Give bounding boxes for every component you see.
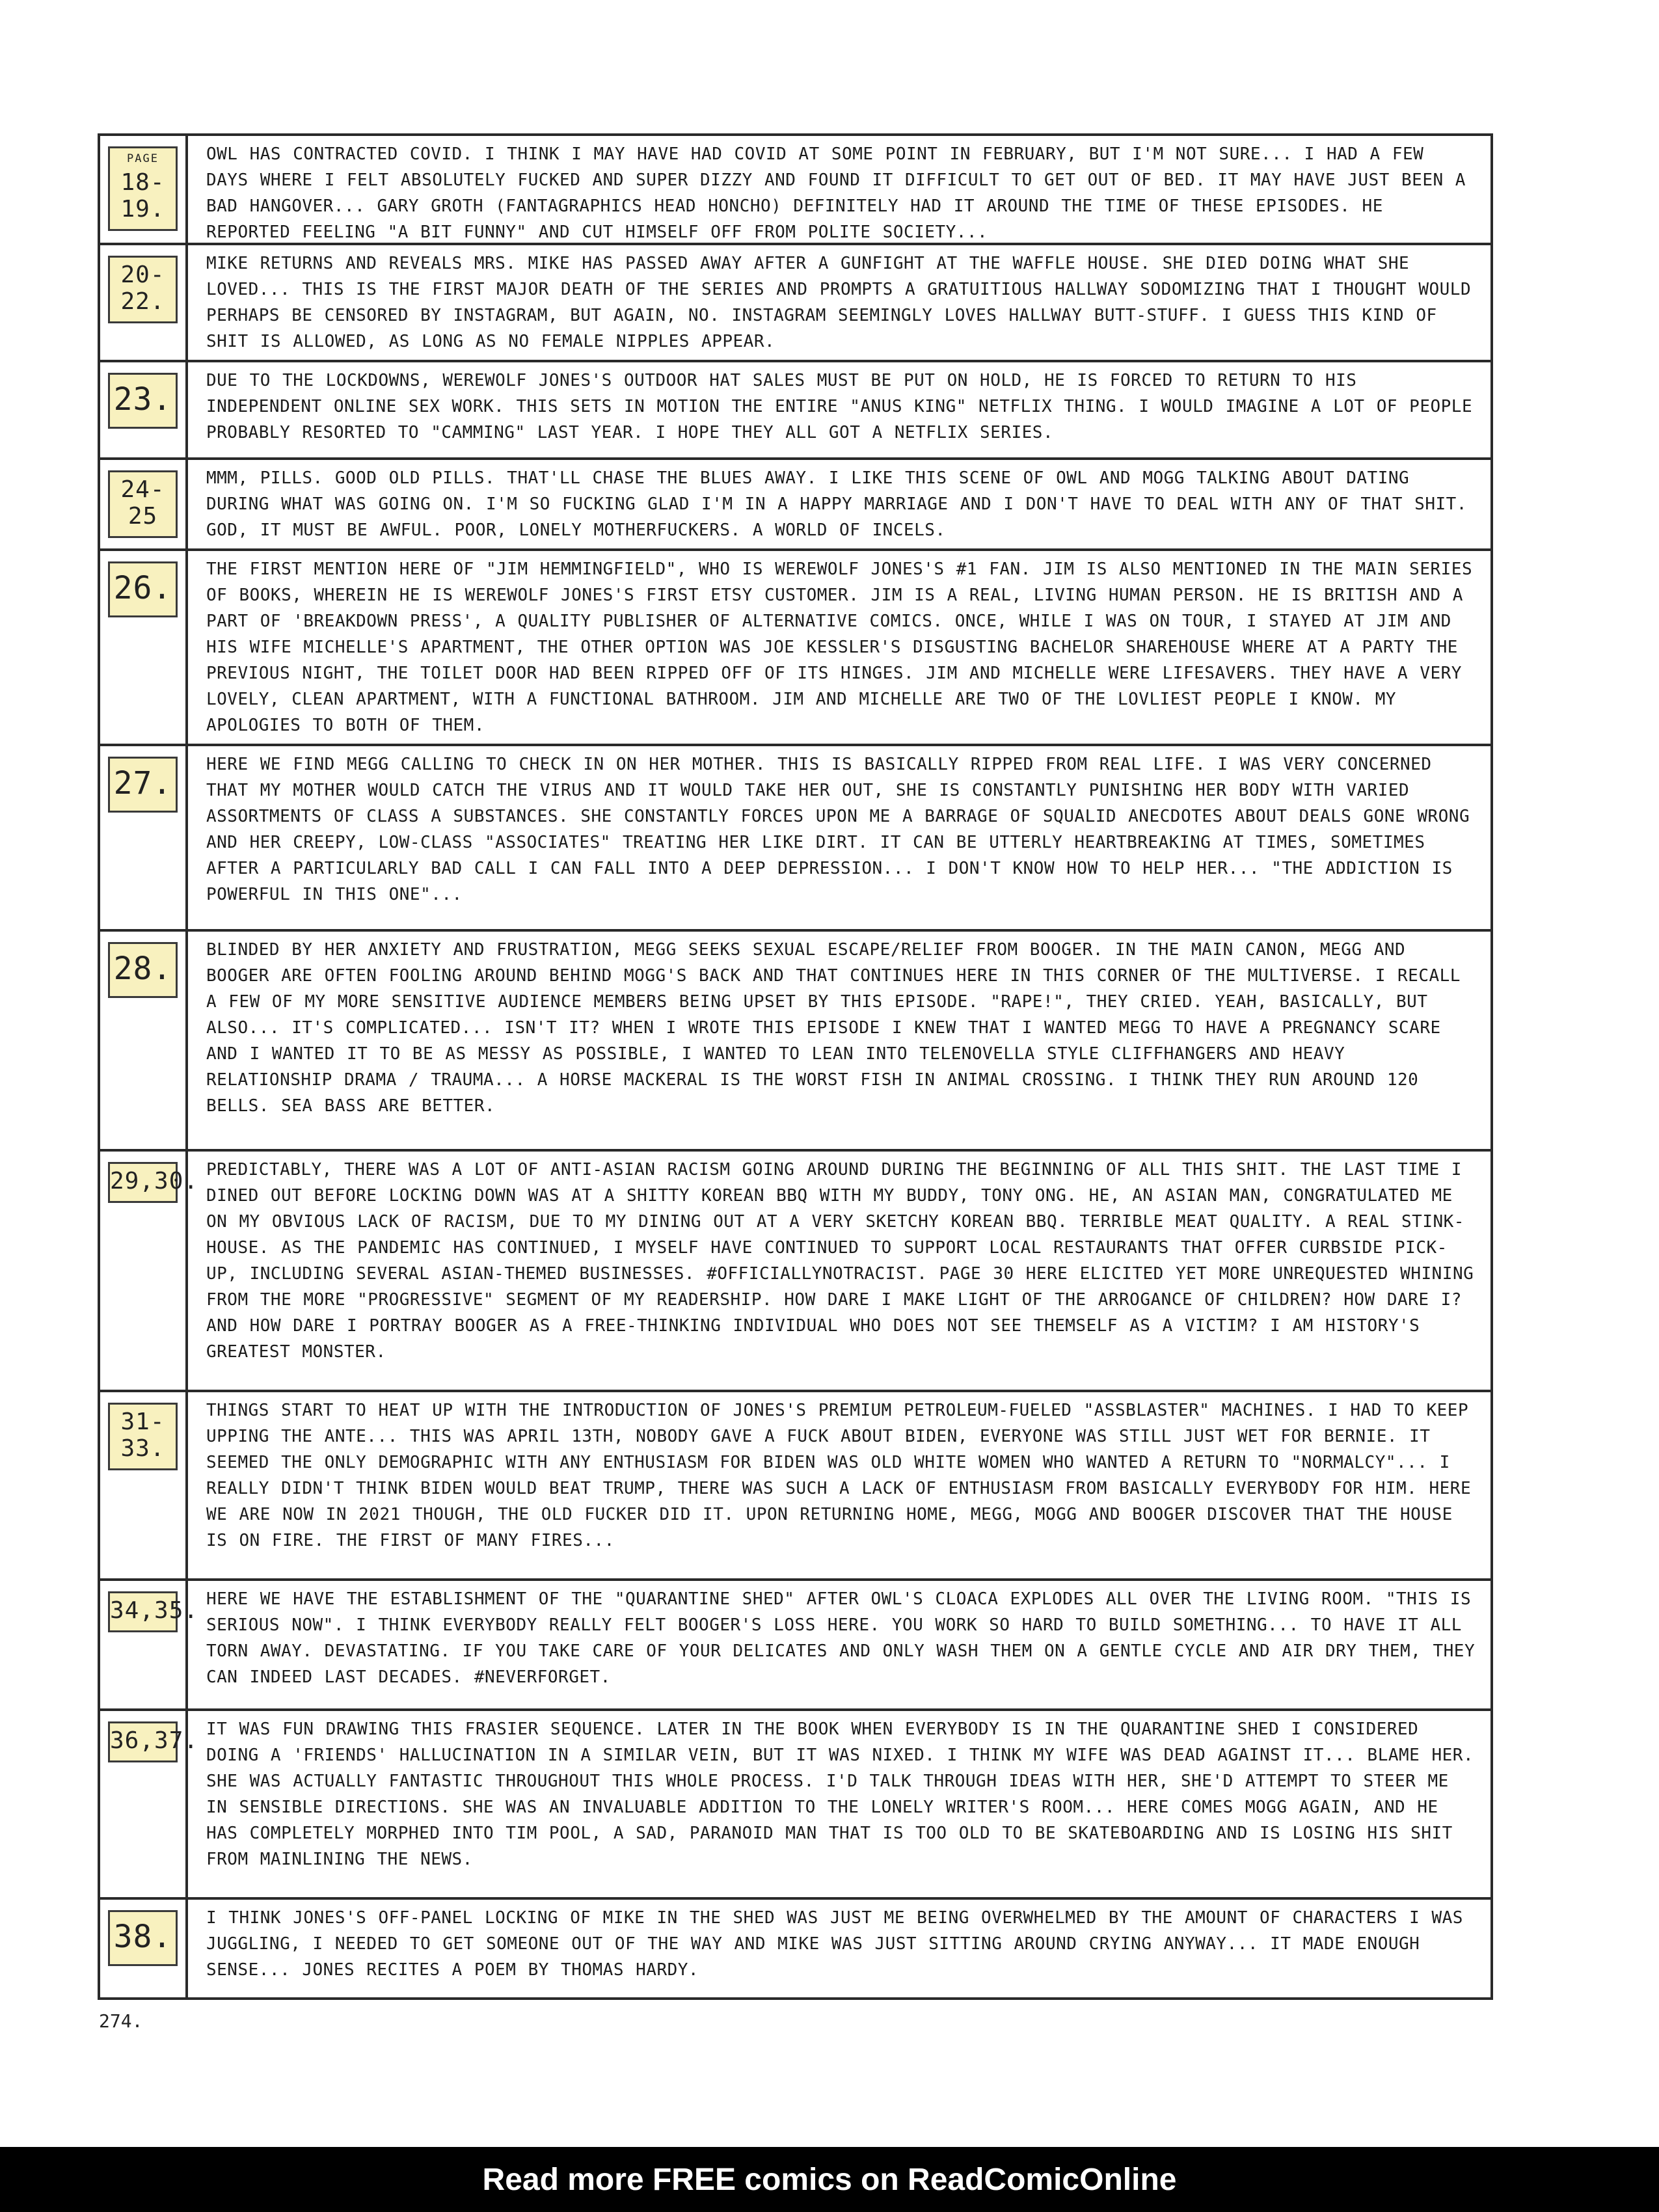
- page-number-label: 31-33.: [120, 1409, 165, 1462]
- page-label: [108, 561, 178, 617]
- page-cell: [100, 1392, 188, 1578]
- note-text: THINGS START TO HEAT UP WITH THE INTRODUCTION OF JONES'S PREMIUM PETROLEUM-FUELED "ASSBLASTER" MACHINES. I HAD TO KEEP UPPING THE ANTE... THIS WAS APRIL 13TH, NOBODY GAVE A FUCK ABOUT BIDEN, EVERYONE WAS STILL JUST WET FOR BERNIE. IT SEEMED THE ONLY DEMOGRAPHIC WITH ANY ENTHUSIASM FOR BIDEN WAS OLD WHITE WOMEN WHO WANTED A RETURN TO "NORMALCY"... I REALLY DIDN'T THINK BIDEN WOULD BEAT TRUMP, THERE WAS SUCH A LACK OF ENTHUSIASM FROM BASICALLY EVERYBODY FOR HIM. HERE WE ARE NOW IN 2021 THOUGH, THE OLD FUCKER DID IT. UPON RETURNING HOME, MEGG, MOGG AND BOOGER DISCOVER THAT THE HOUSE IS ON FIRE. THE FIRST OF MANY FIRES...: [206, 1401, 1472, 1550]
- page-number: 274.: [99, 2010, 143, 2032]
- note-text: I THINK JONES'S OFF-PANEL LOCKING OF MIKE IN THE SHED WAS JUST ME BEING OVERWHELMED BY THE AMOUNT OF CHARACTERS I WAS JUGGLING, I NEEDED TO GET SOMEONE OUT OF THE WAY AND MIKE WAS JUST SITTING AROUND CRYING ANYWAY... IT MADE ENOUGH SENSE... JONES RECITES A POEM BY THOMAS HARDY.: [206, 1908, 1463, 1980]
- page-number-label: 20-22.: [120, 262, 165, 315]
- page-label: [108, 1591, 199, 1632]
- page-number-label: 29,30.: [110, 1168, 199, 1194]
- page-number-label: 27.: [113, 765, 172, 802]
- page-label: [108, 373, 178, 429]
- page-prefix: PAGE: [127, 152, 159, 165]
- footer-link[interactable]: Read more FREE comics on ReadComicOnline: [482, 2162, 1177, 2197]
- note-text-cell: [188, 460, 1490, 548]
- note-text-cell: [188, 362, 1490, 457]
- page-label: [108, 146, 178, 231]
- page-number-label: 34,35.: [110, 1597, 199, 1624]
- footer-banner: [0, 2147, 1659, 2212]
- page-number-label: 26.: [113, 570, 172, 606]
- note-text-cell: [188, 245, 1490, 360]
- page-label: [108, 1162, 199, 1203]
- page-cell: [100, 746, 188, 929]
- note-text-cell: [188, 1152, 1490, 1390]
- note-row-38: [100, 1900, 1490, 1997]
- note-row-24-25: [100, 460, 1490, 551]
- note-row-31-33: [100, 1392, 1490, 1581]
- page-label: [108, 256, 178, 323]
- note-text-cell: [188, 746, 1490, 929]
- note-text: HERE WE FIND MEGG CALLING TO CHECK IN ON HER MOTHER. THIS IS BASICALLY RIPPED FROM REAL LIFE. I WAS VERY CONCERNED THAT MY MOTHER WOULD CATCH THE VIRUS AND IT WOULD TAKE HER OUT, SHE IS CONSTANTLY PUNISHING HER BODY WITH VARIED ASSORTMENTS OF CLASS A SUBSTANCES. SHE CONSTANTLY FORCES UPON ME A BARRAGE OF SQUALID ANECDOTES ABOUT DEALS GONE WRONG AND HER CREEPY, LOW-CLASS "ASSOCIATES" TREATING HER LIKE DIRT. IT CAN BE UTTERLY HEARTBREAKING AT TIMES, SOMETIMES AFTER A PARTICULARLY BAD CALL I CAN FALL INTO A DEEP DEPRESSION... I DON'T KNOW HOW TO HELP HER... "THE ADDICTION IS POWERFUL IN THIS ONE"...: [206, 755, 1470, 904]
- note-text-cell: [188, 1711, 1490, 1897]
- page-number-label: 24-25: [120, 476, 165, 530]
- page-cell: [100, 1711, 199, 1897]
- page-cell: [100, 1581, 199, 1708]
- page-cell: [100, 245, 188, 360]
- note-text: IT WAS FUN DRAWING THIS FRASIER SEQUENCE. LATER IN THE BOOK WHEN EVERYBODY IS IN THE QUARANTINE SHED I CONSIDERED DOING A 'FRIENDS' HALLUCINATION IN A SIMILAR VEIN, BUT IT WAS NIXED. I THINK MY WIFE WAS DEAD AGAINST IT... BLAME HER. SHE WAS ACTUALLY FANTASTIC THROUGHOUT THIS WHOLE PROCESS. I'D TALK THROUGH IDEAS WITH HER, SHE'D ATTEMPT TO STEER ME IN SENSIBLE DIRECTIONS. SHE WAS AN INVALUABLE ADDITION TO THE LONELY WRITER'S ROOM... HERE COMES MOGG AGAIN, AND HE HAS COMPLETELY MORPHED INTO TIM POOL, A SAD, PARANOID MAN THAT IS TOO OLD TO BE SKATEBOARDING AND IS LOSING HIS SHIT FROM MAINLINING THE NEWS.: [206, 1720, 1474, 1869]
- note-text: PREDICTABLY, THERE WAS A LOT OF ANTI-ASIAN RACISM GOING AROUND DURING THE BEGINNING OF ALL THIS SHIT. THE LAST TIME I DINED OUT BEFORE LOCKING DOWN WAS AT A SHITTY KOREAN BBQ WITH MY BUDDY, TONY ONG. HE, AN ASIAN MAN, CONGRATULATED ME ON MY OBVIOUS LACK OF RACISM, DUE TO MY DINING OUT AT A VERY SKETCHY KOREAN BBQ. TERRIBLE MEAT QUALITY. A REAL STINK-HOUSE. AS THE PANDEMIC HAS CONTINUED, I MYSELF HAVE CONTINUED TO SUPPORT LOCAL RESTAURANTS THAT OFFER CURBSIDE PICK-UP, INCLUDING SEVERAL ASIAN-THEMED BUSINESSES. #OFFICIALLYNOTRACIST. PAGE 30 HERE ELICITED YET MORE UNREQUESTED WHINING FROM THE MORE "PROGRESSIVE" SEGMENT OF MY READERSHIP. HOW DARE I MAKE LIGHT OF THE ARROGANCE OF CHILDREN? HOW DARE I? AND HOW DARE I PORTRAY BOOGER AS A FREE-THINKING INDIVIDUAL WHO DOES NOT SEE THEMSELF AS A VICTIM? I AM HISTORY'S GREATEST MONSTER.: [206, 1160, 1474, 1362]
- note-row-26: [100, 551, 1490, 746]
- page-cell: [100, 136, 188, 243]
- note-text-cell: [188, 551, 1490, 744]
- page-label: [108, 757, 178, 813]
- note-text-cell: [188, 1392, 1490, 1578]
- note-row-18-19: [100, 136, 1490, 245]
- page-cell: [100, 1900, 188, 1997]
- page-cell: [100, 362, 188, 457]
- note-text-cell: [188, 1581, 1490, 1708]
- note-text: OWL HAS CONTRACTED COVID. I THINK I MAY HAVE HAD COVID AT SOME POINT IN FEBRUARY, BUT I'M NOT SURE... I HAD A FEW DAYS WHERE I FELT ABSOLUTELY FUCKED AND SUPER DIZZY AND FOUND IT DIFFICULT TO GET OUT OF BED. IT MAY HAVE JUST BEEN A BAD HANGOVER... GARY GROTH (FANTAGRAPHICS HEAD HONCHO) DEFINITELY HAD IT AROUND THE TIME OF THESE EPISODES. HE REPORTED FEELING "A BIT FUNNY" AND CUT HIMSELF OFF FROM POLITE SOCIETY...: [206, 144, 1466, 242]
- note-text: MMM, PILLS. GOOD OLD PILLS. THAT'LL CHASE THE BLUES AWAY. I LIKE THIS SCENE OF OWL AND MOGG TALKING ABOUT DATING DURING WHAT WAS GOING ON. I'M SO FUCKING GLAD I'M IN A HAPPY MARRIAGE AND I DON'T HAVE TO DEAL WITH ANY OF THAT SHIT. GOD, IT MUST BE AWFUL. POOR, LONELY MOTHERFUCKERS. A WORLD OF INCELS.: [206, 468, 1467, 540]
- note-text-cell: [188, 136, 1490, 243]
- note-row-34-35: [100, 1581, 1490, 1711]
- note-text: HERE WE HAVE THE ESTABLISHMENT OF THE "QUARANTINE SHED" AFTER OWL'S CLOACA EXPLODES ALL OVER THE LIVING ROOM. "THIS IS SERIOUS NOW". I THINK EVERYBODY REALLY FELT BOOGER'S LOSS HERE. YOU WORK SO HARD TO BUILD SOMETHING... TO HAVE IT ALL TORN AWAY. DEVASTATING. IF YOU TAKE CARE OF YOUR DELICATES AND ONLY WASH THEM ON A GENTLE CYCLE AND AIR DRY THEM, THEY CAN INDEED LAST DECADES. #NEVERFORGET.: [206, 1589, 1476, 1687]
- note-row-28: [100, 932, 1490, 1152]
- note-text: BLINDED BY HER ANXIETY AND FRUSTRATION, MEGG SEEKS SEXUAL ESCAPE/RELIEF FROM BOOGER. IN THE MAIN CANON, MEGG AND BOOGER ARE OFTEN FOOLING AROUND BEHIND MOGG'S BACK AND THAT CONTINUES HERE IN THIS CORNER OF THE MULTIVERSE. I RECALL A FEW OF MY MORE SENSITIVE AUDIENCE MEMBERS BEING UPSET BY THIS EPISODE. "RAPE!", THEY CRIED. YEAH, BASICALLY, BUT ALSO... IT'S COMPLICATED... ISN'T IT? WHEN I WROTE THIS EPISODE I KNEW THAT I WANTED MEGG TO HAVE A PREGNANCY SCARE AND I WANTED IT TO BE AS MESSY AS POSSIBLE, I WANTED TO LEAN INTO TELENOVELLA STYLE CLIFFHANGERS AND HEAVY RELATIONSHIP DRAMA / TRAUMA... A HORSE MACKERAL IS THE WORST FISH IN ANIMAL CROSSING. I THINK THEY RUN AROUND 120 BELLS. SEA BASS ARE BETTER.: [206, 940, 1461, 1116]
- page-cell: [100, 1152, 199, 1390]
- page-cell: [100, 460, 188, 548]
- note-row-36-37: [100, 1711, 1490, 1900]
- note-text-cell: [188, 1900, 1490, 1997]
- page-number-label: 28.: [113, 951, 172, 987]
- page-label: [108, 1403, 178, 1470]
- notes-table: [98, 133, 1493, 2000]
- page-cell: [100, 932, 188, 1149]
- page-label: [108, 942, 178, 998]
- page-number-label: 38.: [113, 1919, 172, 1955]
- page-label: [108, 1910, 178, 1966]
- note-text: MIKE RETURNS AND REVEALS MRS. MIKE HAS PASSED AWAY AFTER A GUNFIGHT AT THE WAFFLE HOUSE. SHE DIED DOING WHAT SHE LOVED... THIS IS THE FIRST MAJOR DEATH OF THE SERIES AND PROMPTS A GRATUITIOUS HALLWAY SODOMIZING THAT I THOUGHT WOULD PERHAPS BE CENSORED BY INSTAGRAM, BUT AGAIN, NO. INSTAGRAM SEEMINGLY LOVES HALLWAY BUTT-STUFF. I GUESS THIS KIND OF SHIT IS ALLOWED, AS LONG AS NO FEMALE NIPPLES APPEAR.: [206, 254, 1472, 351]
- note-text-cell: [188, 932, 1490, 1149]
- note-row-27: [100, 746, 1490, 932]
- page-number-label: 23.: [113, 381, 172, 418]
- page-label: [108, 1721, 199, 1762]
- note-row-23: [100, 362, 1490, 460]
- page-label: [108, 470, 178, 538]
- page-cell: [100, 551, 188, 744]
- page-number-label: 36,37.: [110, 1727, 199, 1754]
- note-text: DUE TO THE LOCKDOWNS, WEREWOLF JONES'S OUTDOOR HAT SALES MUST BE PUT ON HOLD, HE IS FORCED TO RETURN TO HIS INDEPENDENT ONLINE SEX WORK. THIS SETS IN MOTION THE ENTIRE "ANUS KING" NETFLIX THING. I WOULD IMAGINE A LOT OF PEOPLE PROBABLY RESORTED TO "CAMMING" LAST YEAR. I HOPE THEY ALL GOT A NETFLIX SERIES.: [206, 371, 1473, 442]
- note-row-20-22: [100, 245, 1490, 362]
- note-text: THE FIRST MENTION HERE OF "JIM HEMMINGFIELD", WHO IS WEREWOLF JONES'S #1 FAN. JIM IS ALSO MENTIONED IN THE MAIN SERIES OF BOOKS, WHEREIN HE IS WEREWOLF JONES'S FIRST ETSY CUSTOMER. JIM IS A REAL, LIVING HUMAN PERSON. HE IS BRITISH AND A PART OF 'BREAKDOWN PRESS', A QUALITY PUBLISHER OF ALTERNATIVE COMICS. ONCE, WHILE I WAS ON TOUR, I STAYED AT JIM AND HIS WIFE MICHELLE'S APARTMENT, THE OTHER OPTION WAS JOE KESSLER'S DISGUSTING BACHELOR SHAREHOUSE WHERE AT A PARTY THE PREVIOUS NIGHT, THE TOILET DOOR HAD BEEN RIPPED OFF OF ITS HINGES. JIM AND MICHELLE WERE LIFESAVERS. THEY HAVE A VERY LOVELY, CLEAN APARTMENT, WITH A FUNCTIONAL BATHROOM. JIM AND MICHELLE ARE TWO OF THE LOVLIEST PEOPLE I KNOW. MY APOLOGIES TO BOTH OF THEM.: [206, 560, 1473, 735]
- note-row-29-30: [100, 1152, 1490, 1392]
- page-number-label: 18-19.: [120, 169, 165, 223]
